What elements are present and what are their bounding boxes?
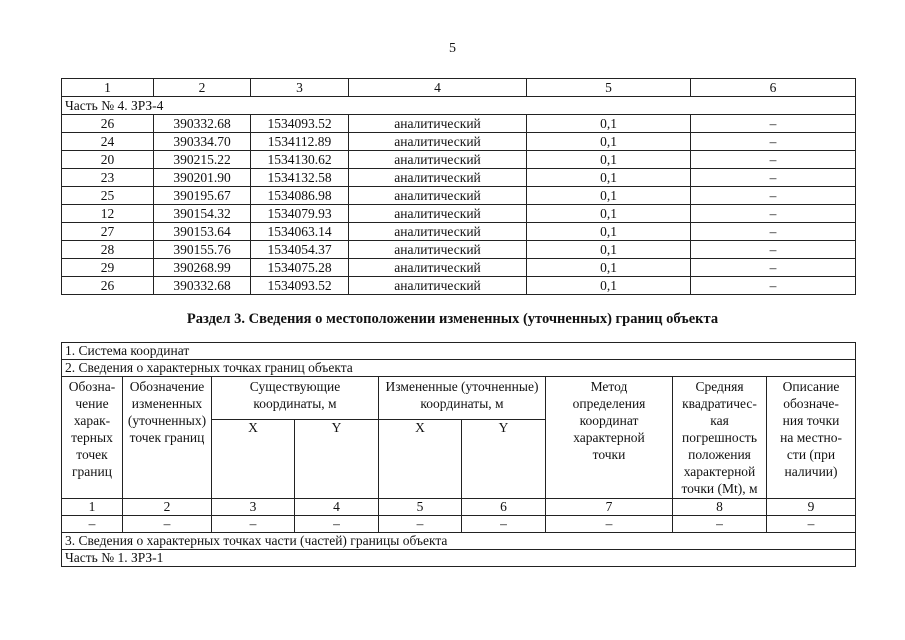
y-coordinate-cell: 1534093.52 bbox=[251, 115, 349, 133]
column-number: 7 bbox=[546, 499, 673, 516]
x-coordinate-cell: 390215.22 bbox=[154, 151, 251, 169]
header-description: Описание обозначе- ния точки на местно- сти (при наличии) bbox=[767, 377, 856, 499]
description-cell: – bbox=[691, 223, 856, 241]
column-number: 3 bbox=[251, 79, 349, 97]
description-cell: – bbox=[691, 187, 856, 205]
table-row bbox=[62, 169, 856, 187]
column-number: 1 bbox=[62, 79, 154, 97]
header-error: Средняя квадратичес- кая погрешность положения характерной точки (Mt), м bbox=[673, 377, 767, 499]
section-title: Раздел 3. Сведения о местоположении измененных (уточненных) границ объекта bbox=[186, 311, 719, 327]
table-cell: – bbox=[379, 516, 462, 533]
column-number: 1 bbox=[62, 499, 123, 516]
part-label: Часть № 1. ЗРЗ-1 bbox=[62, 550, 856, 567]
x-coordinate-cell: 390332.68 bbox=[154, 277, 251, 295]
error-cell: 0,1 bbox=[527, 223, 691, 241]
table-cell: – bbox=[295, 516, 379, 533]
description-cell: – bbox=[691, 277, 856, 295]
point-number-cell: 25 bbox=[62, 187, 154, 205]
x-coordinate-cell: 390154.32 bbox=[154, 205, 251, 223]
header-point-designation: Обозна- чение харак- терных точек границ bbox=[62, 377, 123, 499]
column-number: 2 bbox=[123, 499, 212, 516]
table-cell: – bbox=[546, 516, 673, 533]
page-number: 5 bbox=[449, 41, 456, 56]
column-numbers-row bbox=[62, 499, 856, 516]
x-coordinate-cell: 390153.64 bbox=[154, 223, 251, 241]
description-cell: – bbox=[691, 151, 856, 169]
description-cell: – bbox=[691, 241, 856, 259]
table-row bbox=[62, 259, 856, 277]
x-coordinate-cell: 390195.67 bbox=[154, 187, 251, 205]
error-cell: 0,1 bbox=[527, 133, 691, 151]
error-cell: 0,1 bbox=[527, 169, 691, 187]
description-cell: – bbox=[691, 115, 856, 133]
point-number-cell: 24 bbox=[62, 133, 154, 151]
method-cell: аналитический bbox=[349, 223, 527, 241]
error-cell: 0,1 bbox=[527, 259, 691, 277]
description-cell: – bbox=[691, 205, 856, 223]
column-number: 6 bbox=[691, 79, 856, 97]
part-row bbox=[62, 550, 856, 567]
header-existing-y: Y bbox=[295, 420, 379, 499]
table-row bbox=[62, 223, 856, 241]
point-number-cell: 29 bbox=[62, 259, 154, 277]
part-points-row bbox=[62, 533, 856, 550]
point-number-cell: 28 bbox=[62, 241, 154, 259]
coord-system-label: 1. Система координат bbox=[62, 343, 856, 360]
table-cell: – bbox=[462, 516, 546, 533]
y-coordinate-cell: 1534086.98 bbox=[251, 187, 349, 205]
column-number: 6 bbox=[462, 499, 546, 516]
description-cell: – bbox=[691, 259, 856, 277]
error-cell: 0,1 bbox=[527, 115, 691, 133]
y-coordinate-cell: 1534093.52 bbox=[251, 277, 349, 295]
column-number: 4 bbox=[295, 499, 379, 516]
method-cell: аналитический bbox=[349, 169, 527, 187]
part-label: Часть № 4. ЗРЗ-4 bbox=[62, 97, 856, 115]
header-existing-x: X bbox=[212, 420, 295, 499]
y-coordinate-cell: 1534130.62 bbox=[251, 151, 349, 169]
coord-system-row bbox=[62, 343, 856, 360]
method-cell: аналитический bbox=[349, 133, 527, 151]
y-coordinate-cell: 1534054.37 bbox=[251, 241, 349, 259]
table-cell: – bbox=[767, 516, 856, 533]
point-number-cell: 23 bbox=[62, 169, 154, 187]
header-existing-coords: Существующие координаты, м bbox=[212, 377, 379, 420]
x-coordinate-cell: 390268.99 bbox=[154, 259, 251, 277]
x-coordinate-cell: 390155.76 bbox=[154, 241, 251, 259]
dash-row bbox=[62, 516, 856, 533]
column-number: 3 bbox=[212, 499, 295, 516]
coordinates-table-part-4 bbox=[61, 78, 856, 295]
x-coordinate-cell: 390201.90 bbox=[154, 169, 251, 187]
error-cell: 0,1 bbox=[527, 205, 691, 223]
table-row bbox=[62, 151, 856, 169]
point-number-cell: 26 bbox=[62, 277, 154, 295]
column-number: 4 bbox=[349, 79, 527, 97]
table-row bbox=[62, 115, 856, 133]
column-number: 8 bbox=[673, 499, 767, 516]
char-points-row bbox=[62, 360, 856, 377]
boundary-points-table bbox=[61, 342, 856, 567]
point-number-cell: 26 bbox=[62, 115, 154, 133]
part-points-label: 3. Сведения о характерных точках части (частей) границы объекта bbox=[62, 533, 856, 550]
column-number: 5 bbox=[379, 499, 462, 516]
table-cell: – bbox=[123, 516, 212, 533]
column-number: 2 bbox=[154, 79, 251, 97]
y-coordinate-cell: 1534079.93 bbox=[251, 205, 349, 223]
column-number: 5 bbox=[527, 79, 691, 97]
y-coordinate-cell: 1534132.58 bbox=[251, 169, 349, 187]
table-cell: – bbox=[62, 516, 123, 533]
x-coordinate-cell: 390334.70 bbox=[154, 133, 251, 151]
error-cell: 0,1 bbox=[527, 241, 691, 259]
table-row bbox=[62, 277, 856, 295]
error-cell: 0,1 bbox=[527, 187, 691, 205]
table-row bbox=[62, 205, 856, 223]
method-cell: аналитический bbox=[349, 187, 527, 205]
point-number-cell: 27 bbox=[62, 223, 154, 241]
method-cell: аналитический bbox=[349, 241, 527, 259]
y-coordinate-cell: 1534075.28 bbox=[251, 259, 349, 277]
header-changed-x: X bbox=[379, 420, 462, 499]
method-cell: аналитический bbox=[349, 115, 527, 133]
table-header-row bbox=[62, 377, 856, 420]
part-row bbox=[62, 97, 856, 115]
table-row bbox=[62, 133, 856, 151]
table-cell: – bbox=[673, 516, 767, 533]
header-changed-coords: Измененные (уточненные) координаты, м bbox=[379, 377, 546, 420]
y-coordinate-cell: 1534063.14 bbox=[251, 223, 349, 241]
method-cell: аналитический bbox=[349, 259, 527, 277]
table-cell: – bbox=[212, 516, 295, 533]
error-cell: 0,1 bbox=[527, 277, 691, 295]
point-number-cell: 20 bbox=[62, 151, 154, 169]
column-number: 9 bbox=[767, 499, 856, 516]
point-number-cell: 12 bbox=[62, 205, 154, 223]
table-header-row bbox=[62, 79, 856, 97]
description-cell: – bbox=[691, 133, 856, 151]
method-cell: аналитический bbox=[349, 205, 527, 223]
method-cell: аналитический bbox=[349, 151, 527, 169]
table-row bbox=[62, 241, 856, 259]
error-cell: 0,1 bbox=[527, 151, 691, 169]
x-coordinate-cell: 390332.68 bbox=[154, 115, 251, 133]
char-points-label: 2. Сведения о характерных точках границ объекта bbox=[62, 360, 856, 377]
y-coordinate-cell: 1534112.89 bbox=[251, 133, 349, 151]
description-cell: – bbox=[691, 169, 856, 187]
header-method: Метод определения координат характерной точки bbox=[546, 377, 673, 499]
table-row bbox=[62, 187, 856, 205]
header-changed-y: Y bbox=[462, 420, 546, 499]
method-cell: аналитический bbox=[349, 277, 527, 295]
header-changed-designation: Обозначение измененных (уточненных) точек границ bbox=[123, 377, 212, 499]
